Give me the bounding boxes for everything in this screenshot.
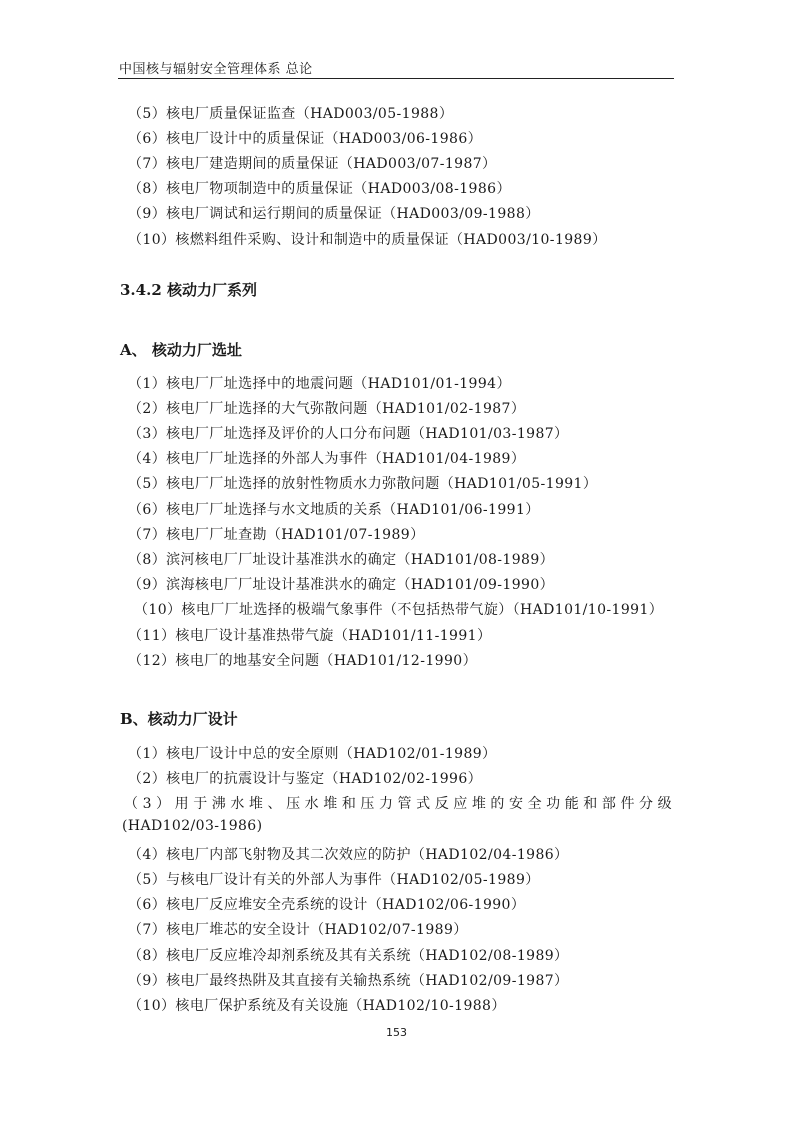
list-item: （3）核电厂厂址选择及评价的人口分布问题（HAD101/03-1987） xyxy=(128,426,569,442)
header-rule xyxy=(118,78,674,79)
list-item: （7）核电厂厂址查勘（HAD101/07-1989） xyxy=(128,527,425,543)
list-item: （10）核电厂保护系统及有关设施（HAD102/10-1988） xyxy=(128,998,506,1014)
list-item: （7）核电厂堆芯的安全设计（HAD102/07-1989） xyxy=(128,922,468,938)
list-item: （11）核电厂设计基准热带气旋（HAD101/11-1991） xyxy=(128,628,492,644)
list-item: （2）核电厂的抗震设计与鉴定（HAD102/02-1996） xyxy=(128,771,483,787)
list-item: （9）核电厂最终热阱及其直接有关输热系统（HAD102/09-1987） xyxy=(128,973,569,989)
list-item: （4）核电厂内部飞射物及其二次效应的防护（HAD102/04-1986） xyxy=(128,847,569,863)
list-item: （1）核电厂设计中总的安全原则（HAD102/01-1989） xyxy=(128,746,497,762)
list-item: （8）核电厂物项制造中的质量保证（HAD003/08-1986） xyxy=(128,181,511,197)
list-item: （8）滨河核电厂厂址设计基准洪水的确定（HAD101/08-1989） xyxy=(128,552,555,568)
list-item: （9）滨海核电厂厂址设计基准洪水的确定（HAD101/09-1990） xyxy=(128,577,555,593)
list-item: （8）核电厂反应堆冷却剂系统及其有关系统（HAD102/08-1989） xyxy=(128,948,569,964)
list-item: （6）核电厂反应堆安全壳系统的设计（HAD102/06-1990） xyxy=(128,897,526,913)
list-item: （5）核电厂厂址选择的放射性物质水力弥散问题（HAD101/05-1991） xyxy=(128,476,598,492)
page-number: 153 xyxy=(386,1026,407,1039)
subsection-heading-b: B、核动力厂设计 xyxy=(120,710,238,728)
list-item: （10）核电厂厂址选择的极端气象事件（不包括热带气旋）（HAD101/10-1991） xyxy=(134,602,664,618)
list-item-continuation: (HAD102/03-1986) xyxy=(122,818,263,834)
page-header: 中国核与辐射安全管理体系 总论 xyxy=(119,62,313,77)
list-item: （12）核电厂的地基安全问题（HAD101/12-1990） xyxy=(128,653,477,669)
list-item: （5）与核电厂设计有关的外部人为事件（HAD102/05-1989） xyxy=(128,872,540,888)
list-item: （10）核燃料组件采购、设计和制造中的质量保证（HAD003/10-1989） xyxy=(128,232,607,248)
list-item: （5）核电厂质量保证监查（HAD003/05-1988） xyxy=(128,106,454,122)
list-item: （7）核电厂建造期间的质量保证（HAD003/07-1987） xyxy=(128,156,497,172)
subsection-heading-a: A、 核动力厂选址 xyxy=(120,341,242,359)
section-heading: 3.4.2 核动力厂系列 xyxy=(120,281,257,299)
list-item: （6）核电厂设计中的质量保证（HAD003/06-1986） xyxy=(128,131,483,147)
list-item: （9）核电厂调试和运行期间的质量保证（HAD003/09-1988） xyxy=(128,206,540,222)
list-item: （6）核电厂厂址选择与水文地质的关系（HAD101/06-1991） xyxy=(128,502,540,518)
list-item: （2）核电厂厂址选择的大气弥散问题（HAD101/02-1987） xyxy=(128,401,526,417)
list-item-wrapped: （3）用于沸水堆、压水堆和压力管式反应堆的安全功能和部件分级 xyxy=(124,796,672,812)
list-item: （1）核电厂厂址选择中的地震问题（HAD101/01-1994） xyxy=(128,376,511,392)
list-item: （4）核电厂厂址选择的外部人为事件（HAD101/04-1989） xyxy=(128,451,526,467)
